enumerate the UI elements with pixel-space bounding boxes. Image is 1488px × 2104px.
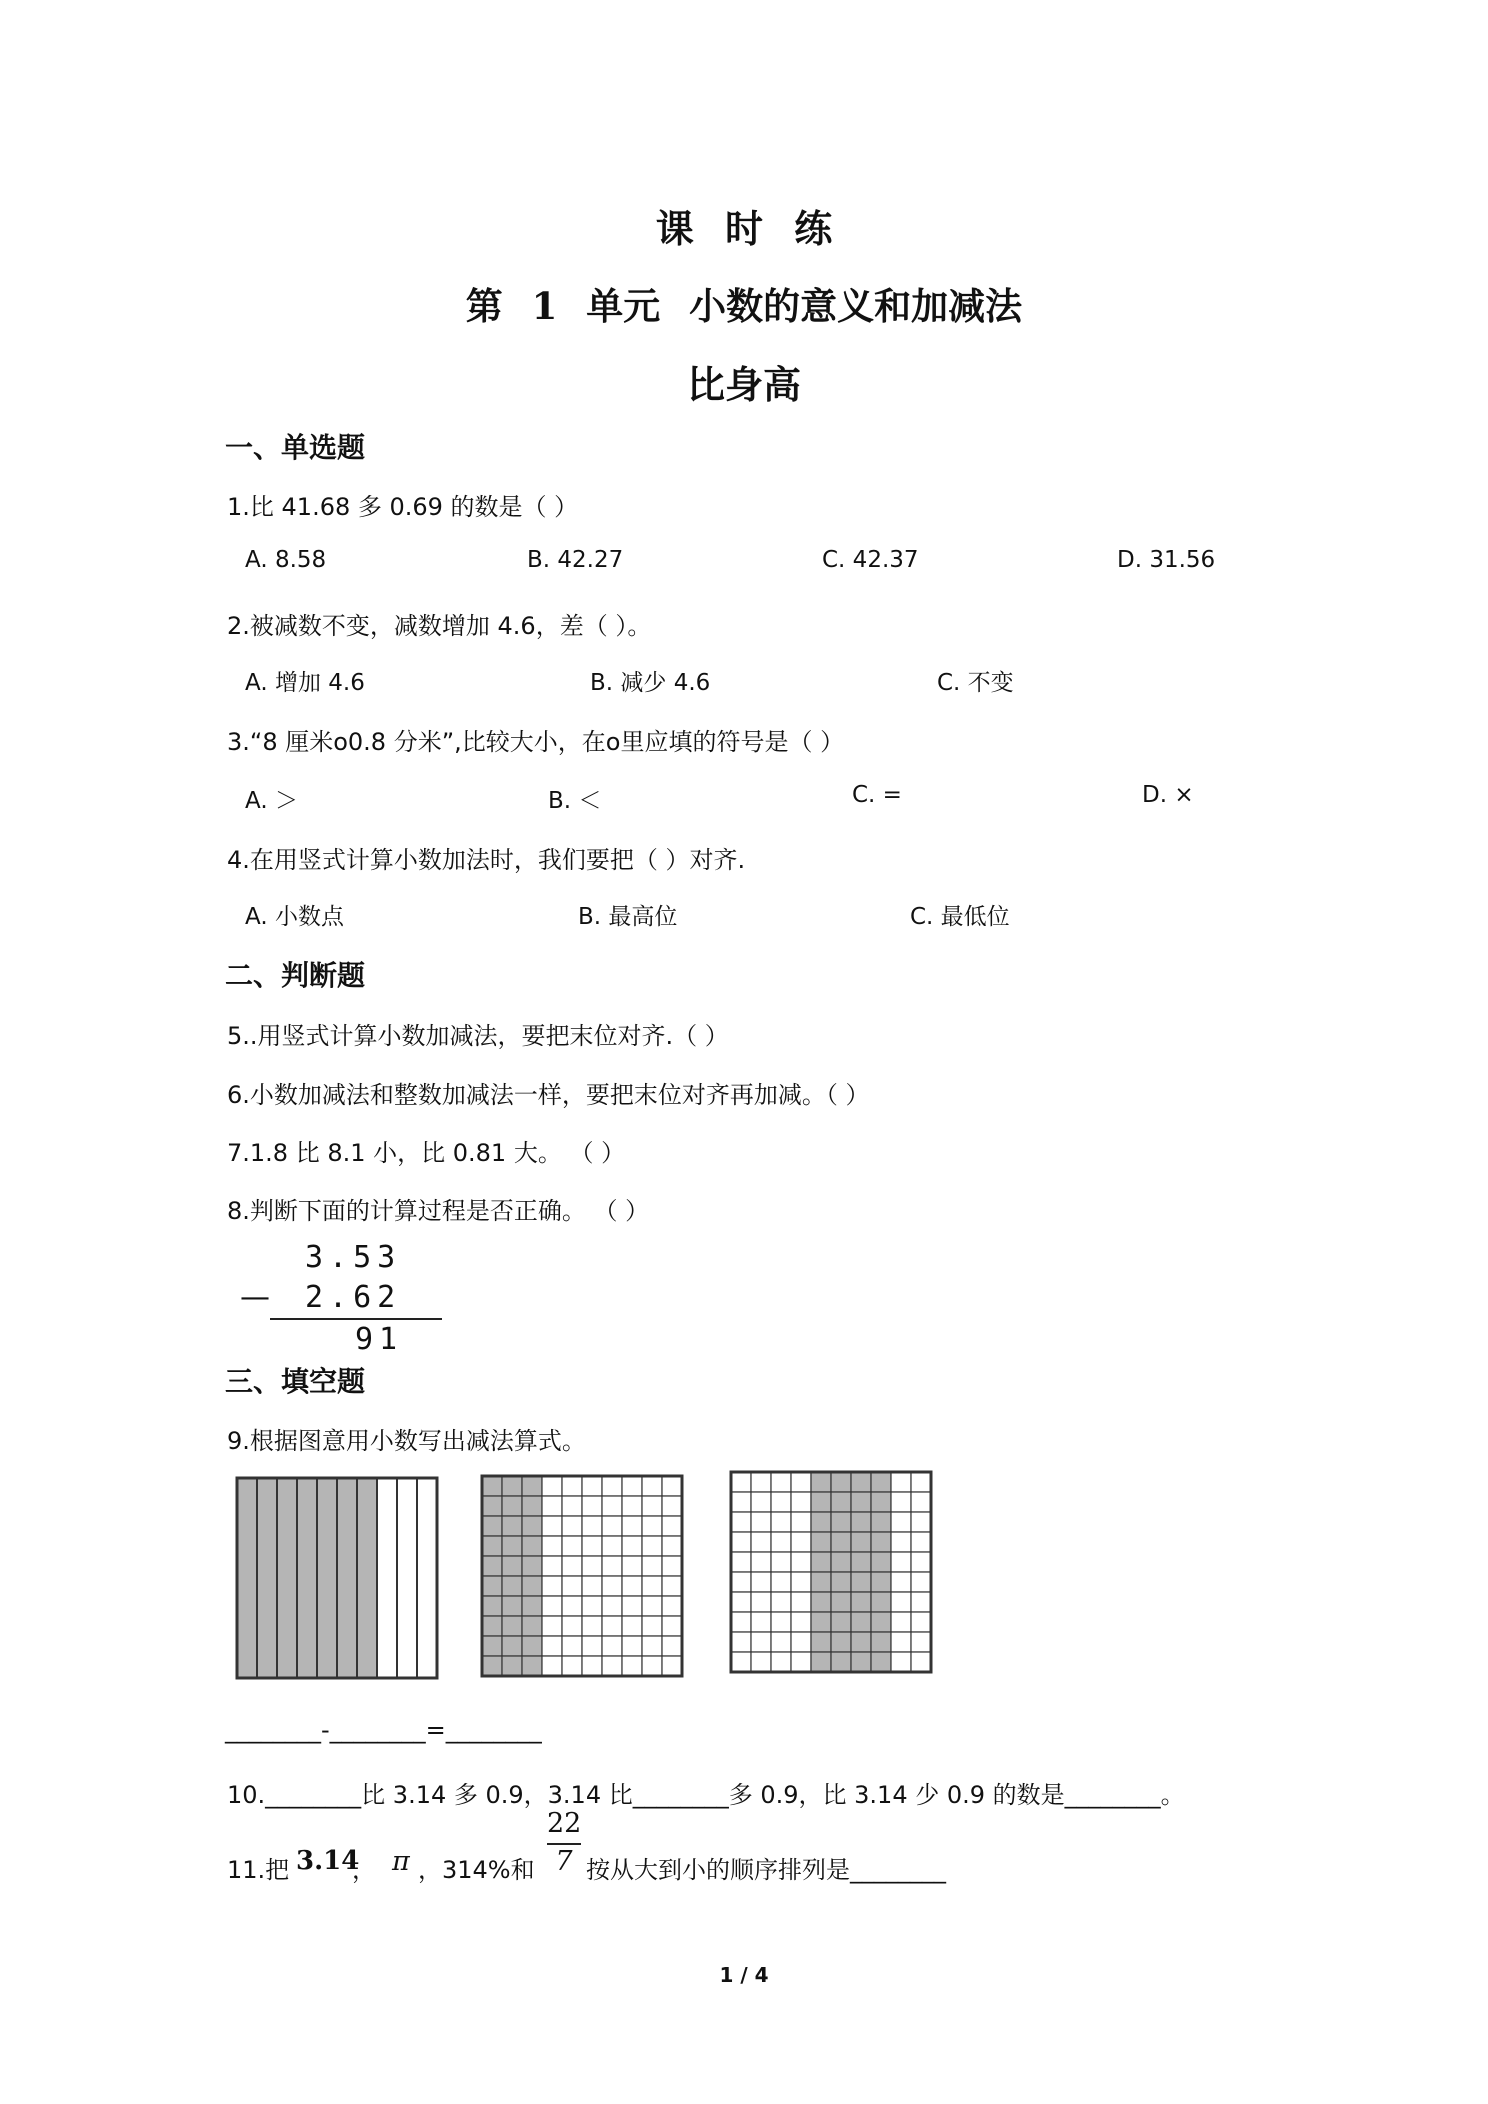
question-6: 6.小数加减法和整数加减法一样，要把末位对齐再加减。（ ） bbox=[227, 1081, 870, 1109]
grid-cell bbox=[642, 1536, 662, 1556]
grid-cell bbox=[771, 1552, 791, 1572]
grid-cell bbox=[662, 1496, 682, 1516]
grid-cell bbox=[582, 1616, 602, 1636]
grid-cell bbox=[522, 1496, 542, 1516]
grid-cell bbox=[642, 1636, 662, 1656]
strip-cell bbox=[237, 1478, 257, 1678]
strip-cell bbox=[257, 1478, 277, 1678]
grid-cell bbox=[911, 1592, 931, 1612]
grid-cell bbox=[771, 1472, 791, 1492]
grid-cell bbox=[791, 1612, 811, 1632]
grid-cell bbox=[562, 1616, 582, 1636]
q4-option-b: B. 最高位 bbox=[578, 904, 678, 930]
grid-cell bbox=[582, 1516, 602, 1536]
grid-cell bbox=[542, 1536, 562, 1556]
grid-cell bbox=[542, 1496, 562, 1516]
grid-cell bbox=[911, 1572, 931, 1592]
unit-title: 第 1 单元 小数的意义和加减法 bbox=[465, 284, 1023, 328]
grid-cell bbox=[502, 1616, 522, 1636]
grid-cell bbox=[911, 1632, 931, 1652]
calc-subtrahend: 2.62 bbox=[305, 1280, 402, 1315]
figure-hundredths-grid-1 bbox=[480, 1474, 684, 1678]
grid-cell bbox=[522, 1536, 542, 1556]
question-1: 1.比 41.68 多 0.69 的数是（ ） bbox=[227, 493, 579, 521]
grid-cell bbox=[791, 1532, 811, 1552]
grid-cell bbox=[911, 1652, 931, 1672]
grid-cell bbox=[602, 1636, 622, 1656]
grid-cell bbox=[831, 1572, 851, 1592]
grid-cell bbox=[891, 1552, 911, 1572]
grid-cell bbox=[502, 1536, 522, 1556]
grid-cell bbox=[542, 1556, 562, 1576]
grid-cell bbox=[911, 1492, 931, 1512]
grid-cell bbox=[771, 1492, 791, 1512]
grid-cell bbox=[831, 1632, 851, 1652]
question-3: 3.“8 厘米o0.8 分米”,比较大小，在o里应填的符号是（ ） bbox=[227, 728, 845, 756]
grid-cell bbox=[542, 1636, 562, 1656]
grid-cell bbox=[731, 1612, 751, 1632]
grid-cell bbox=[831, 1532, 851, 1552]
grid-cell bbox=[911, 1552, 931, 1572]
grid-cell bbox=[522, 1556, 542, 1576]
grid-cell bbox=[771, 1632, 791, 1652]
grid-cell bbox=[482, 1636, 502, 1656]
q11-sep-1: ， bbox=[352, 1856, 376, 1884]
grid-cell bbox=[851, 1512, 871, 1532]
q3-option-c: C. = bbox=[852, 782, 902, 808]
grid-cell bbox=[831, 1492, 851, 1512]
grid-cell bbox=[502, 1576, 522, 1596]
question-10: 10.________比 3.14 多 0.9，3.14 比________多 0.9，比 3.14 少 0.9 的数是________。 bbox=[227, 1781, 1185, 1809]
grid-cell bbox=[482, 1476, 502, 1496]
section-fill-blank: 三、填空题 bbox=[225, 1365, 366, 1398]
grid-cell bbox=[642, 1516, 662, 1536]
grid-cell bbox=[871, 1532, 891, 1552]
grid-cell bbox=[811, 1492, 831, 1512]
grid-cell bbox=[751, 1572, 771, 1592]
grid-cell bbox=[891, 1592, 911, 1612]
grid-cell bbox=[871, 1612, 891, 1632]
grid-cell bbox=[602, 1616, 622, 1636]
grid-cell bbox=[891, 1512, 911, 1532]
question-4: 4.在用竖式计算小数加法时，我们要把（ ）对齐. bbox=[227, 846, 746, 874]
grid-cell bbox=[582, 1556, 602, 1576]
grid-cell bbox=[851, 1632, 871, 1652]
q2-option-a: A. 增加 4.6 bbox=[245, 670, 365, 696]
grid-cell bbox=[871, 1492, 891, 1512]
grid-cell bbox=[891, 1652, 911, 1672]
grid-cell bbox=[602, 1516, 622, 1536]
grid-cell bbox=[502, 1556, 522, 1576]
grid-cell bbox=[582, 1636, 602, 1656]
grid-cell bbox=[731, 1472, 751, 1492]
section-single-choice: 一、单选题 bbox=[225, 431, 366, 464]
grid-cell bbox=[751, 1532, 771, 1552]
grid-cell bbox=[662, 1536, 682, 1556]
grid-cell bbox=[622, 1636, 642, 1656]
grid-cell bbox=[642, 1656, 662, 1676]
q11-number: 3.14 bbox=[296, 1846, 360, 1876]
grid-cell bbox=[771, 1612, 791, 1632]
grid-cell bbox=[871, 1552, 891, 1572]
question-9: 9.根据图意用小数写出减法算式。 bbox=[227, 1427, 586, 1455]
calc-minus-sign: — bbox=[240, 1280, 270, 1315]
grid-cell bbox=[622, 1496, 642, 1516]
figure-tenths-strip bbox=[235, 1476, 439, 1680]
grid-cell bbox=[851, 1572, 871, 1592]
grid-cell bbox=[482, 1536, 502, 1556]
grid-cell bbox=[622, 1556, 642, 1576]
grid-cell bbox=[751, 1512, 771, 1532]
grid-cell bbox=[791, 1492, 811, 1512]
grid-cell bbox=[771, 1532, 791, 1552]
grid-cell bbox=[602, 1656, 622, 1676]
page-title: 课 时 练 bbox=[655, 206, 833, 251]
grid-cell bbox=[791, 1632, 811, 1652]
grid-cell bbox=[482, 1556, 502, 1576]
grid-cell bbox=[751, 1652, 771, 1672]
grid-cell bbox=[731, 1632, 751, 1652]
grid-cell bbox=[622, 1576, 642, 1596]
grid-cell bbox=[642, 1596, 662, 1616]
grid-cell bbox=[831, 1512, 851, 1532]
grid-cell bbox=[542, 1596, 562, 1616]
grid-cell bbox=[542, 1516, 562, 1536]
grid-cell bbox=[602, 1596, 622, 1616]
grid-cell bbox=[731, 1572, 751, 1592]
grid-cell bbox=[642, 1616, 662, 1636]
grid-cell bbox=[791, 1512, 811, 1532]
grid-cell bbox=[871, 1512, 891, 1532]
grid-cell bbox=[502, 1596, 522, 1616]
q3-option-a: A. ＞ bbox=[245, 788, 298, 814]
grid-cell bbox=[662, 1476, 682, 1496]
grid-cell bbox=[911, 1612, 931, 1632]
grid-cell bbox=[582, 1576, 602, 1596]
q2-option-b: B. 减少 4.6 bbox=[590, 670, 711, 696]
grid-cell bbox=[562, 1496, 582, 1516]
grid-cell bbox=[562, 1636, 582, 1656]
grid-cell bbox=[582, 1596, 602, 1616]
grid-cell bbox=[602, 1576, 622, 1596]
q2-option-c: C. 不变 bbox=[937, 670, 1014, 696]
grid-cell bbox=[582, 1496, 602, 1516]
q11-pi: π bbox=[392, 1846, 410, 1877]
grid-cell bbox=[751, 1632, 771, 1652]
q11-fraction-bar bbox=[547, 1843, 581, 1845]
grid-cell bbox=[482, 1616, 502, 1636]
grid-cell bbox=[791, 1652, 811, 1672]
grid-cell bbox=[731, 1552, 751, 1572]
grid-cell bbox=[891, 1472, 911, 1492]
grid-cell bbox=[522, 1516, 542, 1536]
grid-cell bbox=[831, 1612, 851, 1632]
grid-cell bbox=[602, 1536, 622, 1556]
grid-cell bbox=[562, 1536, 582, 1556]
grid-cell bbox=[851, 1472, 871, 1492]
grid-cell bbox=[502, 1636, 522, 1656]
grid-cell bbox=[562, 1656, 582, 1676]
grid-cell bbox=[642, 1476, 662, 1496]
q1-option-b: B. 42.27 bbox=[527, 547, 624, 573]
grid-cell bbox=[502, 1476, 522, 1496]
grid-cell bbox=[831, 1552, 851, 1572]
grid-cell bbox=[522, 1476, 542, 1496]
grid-cell bbox=[851, 1652, 871, 1672]
grid-cell bbox=[622, 1516, 642, 1536]
grid-cell bbox=[522, 1616, 542, 1636]
grid-cell bbox=[811, 1592, 831, 1612]
question-7: 7.1.8 比 8.1 小，比 0.81 大。 （ ） bbox=[227, 1139, 626, 1167]
grid-cell bbox=[731, 1492, 751, 1512]
grid-cell bbox=[522, 1596, 542, 1616]
grid-cell bbox=[871, 1632, 891, 1652]
grid-cell bbox=[811, 1532, 831, 1552]
grid-cell bbox=[562, 1556, 582, 1576]
grid-cell bbox=[602, 1556, 622, 1576]
grid-cell bbox=[542, 1616, 562, 1636]
grid-cell bbox=[642, 1556, 662, 1576]
grid-cell bbox=[482, 1596, 502, 1616]
grid-cell bbox=[731, 1652, 751, 1672]
grid-cell bbox=[602, 1496, 622, 1516]
grid-cell bbox=[502, 1656, 522, 1676]
grid-cell bbox=[582, 1476, 602, 1496]
grid-cell bbox=[751, 1492, 771, 1512]
grid-cell bbox=[562, 1516, 582, 1536]
question-11-suffix: 按从大到小的顺序排列是________ bbox=[586, 1856, 946, 1884]
grid-cell bbox=[771, 1572, 791, 1592]
grid-cell bbox=[851, 1492, 871, 1512]
grid-cell bbox=[662, 1596, 682, 1616]
question-2: 2.被减数不变，减数增加 4.6，差（ ）。 bbox=[227, 612, 652, 640]
grid-cell bbox=[811, 1632, 831, 1652]
grid-cell bbox=[562, 1596, 582, 1616]
grid-cell bbox=[731, 1592, 751, 1612]
q4-option-c: C. 最低位 bbox=[910, 904, 1010, 930]
grid-cell bbox=[642, 1576, 662, 1596]
calc-result: 91 bbox=[355, 1322, 404, 1357]
grid-cell bbox=[751, 1612, 771, 1632]
grid-cell bbox=[482, 1496, 502, 1516]
strip-cell bbox=[357, 1478, 377, 1678]
grid-cell bbox=[482, 1576, 502, 1596]
grid-cell bbox=[622, 1616, 642, 1636]
grid-cell bbox=[891, 1632, 911, 1652]
question-9-answer-blanks: ________-________=________ bbox=[225, 1716, 542, 1744]
grid-cell bbox=[622, 1476, 642, 1496]
grid-cell bbox=[851, 1532, 871, 1552]
grid-cell bbox=[811, 1512, 831, 1532]
grid-cell bbox=[811, 1612, 831, 1632]
grid-cell bbox=[662, 1516, 682, 1536]
grid-cell bbox=[662, 1556, 682, 1576]
q1-option-d: D. 31.56 bbox=[1117, 547, 1216, 573]
grid-cell bbox=[791, 1472, 811, 1492]
q3-option-b: B. ＜ bbox=[548, 788, 602, 814]
grid-cell bbox=[891, 1572, 911, 1592]
grid-cell bbox=[791, 1592, 811, 1612]
grid-cell bbox=[771, 1652, 791, 1672]
question-5: 5..用竖式计算小数加减法，要把末位对齐.（ ） bbox=[227, 1022, 729, 1050]
grid-cell bbox=[751, 1592, 771, 1612]
grid-cell bbox=[791, 1552, 811, 1572]
q1-option-c: C. 42.37 bbox=[822, 547, 919, 573]
grid-cell bbox=[851, 1592, 871, 1612]
q1-option-a: A. 8.58 bbox=[245, 547, 327, 573]
grid-cell bbox=[522, 1656, 542, 1676]
grid-cell bbox=[731, 1512, 751, 1532]
grid-cell bbox=[622, 1536, 642, 1556]
section-true-false: 二、判断题 bbox=[225, 959, 366, 992]
grid-cell bbox=[871, 1652, 891, 1672]
grid-cell bbox=[811, 1652, 831, 1672]
grid-cell bbox=[851, 1612, 871, 1632]
grid-cell bbox=[831, 1472, 851, 1492]
grid-cell bbox=[582, 1656, 602, 1676]
grid-cell bbox=[562, 1476, 582, 1496]
strip-cell bbox=[297, 1478, 317, 1678]
strip-cell bbox=[277, 1478, 297, 1678]
grid-cell bbox=[751, 1552, 771, 1572]
grid-cell bbox=[502, 1516, 522, 1536]
calc-minuend: 3.53 bbox=[305, 1240, 402, 1275]
page-number: 1 / 4 bbox=[719, 1963, 769, 1987]
grid-cell bbox=[622, 1656, 642, 1676]
grid-cell bbox=[771, 1512, 791, 1532]
strip-cell bbox=[377, 1478, 397, 1678]
grid-cell bbox=[891, 1492, 911, 1512]
grid-cell bbox=[562, 1576, 582, 1596]
grid-cell bbox=[891, 1612, 911, 1632]
grid-cell bbox=[811, 1472, 831, 1492]
grid-cell bbox=[871, 1472, 891, 1492]
grid-cell bbox=[542, 1656, 562, 1676]
grid-cell bbox=[522, 1576, 542, 1596]
grid-cell bbox=[871, 1572, 891, 1592]
calc-underline bbox=[270, 1318, 442, 1320]
grid-cell bbox=[831, 1652, 851, 1672]
grid-cell bbox=[522, 1636, 542, 1656]
grid-cell bbox=[911, 1472, 931, 1492]
grid-cell bbox=[731, 1532, 751, 1552]
strip-cell bbox=[417, 1478, 437, 1678]
q11-fraction-denominator: 7 bbox=[555, 1846, 573, 1877]
grid-cell bbox=[502, 1496, 522, 1516]
grid-cell bbox=[542, 1576, 562, 1596]
grid-cell bbox=[662, 1636, 682, 1656]
grid-cell bbox=[662, 1576, 682, 1596]
question-8: 8.判断下面的计算过程是否正确。 （ ） bbox=[227, 1197, 650, 1225]
grid-cell bbox=[482, 1516, 502, 1536]
question-11-prefix: 11.把 bbox=[227, 1856, 290, 1884]
q3-option-d: D. × bbox=[1142, 782, 1194, 808]
grid-cell bbox=[791, 1572, 811, 1592]
grid-cell bbox=[582, 1536, 602, 1556]
grid-cell bbox=[642, 1496, 662, 1516]
grid-cell bbox=[482, 1656, 502, 1676]
figure-hundredths-grid-2 bbox=[729, 1470, 933, 1674]
grid-cell bbox=[911, 1512, 931, 1532]
grid-cell bbox=[751, 1472, 771, 1492]
grid-cell bbox=[831, 1592, 851, 1612]
strip-cell bbox=[337, 1478, 357, 1678]
grid-cell bbox=[911, 1532, 931, 1552]
strip-cell bbox=[397, 1478, 417, 1678]
grid-cell bbox=[891, 1532, 911, 1552]
q11-fraction-numerator: 22 bbox=[547, 1808, 582, 1839]
grid-cell bbox=[771, 1592, 791, 1612]
lesson-title: 比身高 bbox=[686, 362, 801, 407]
grid-cell bbox=[871, 1592, 891, 1612]
grid-cell bbox=[622, 1596, 642, 1616]
grid-cell bbox=[811, 1552, 831, 1572]
q11-sep-2: ，314%和 bbox=[418, 1856, 535, 1884]
grid-cell bbox=[662, 1616, 682, 1636]
grid-cell bbox=[851, 1552, 871, 1572]
grid-cell bbox=[662, 1656, 682, 1676]
grid-cell bbox=[811, 1572, 831, 1592]
strip-cell bbox=[317, 1478, 337, 1678]
grid-cell bbox=[602, 1476, 622, 1496]
grid-cell bbox=[542, 1476, 562, 1496]
q4-option-a: A. 小数点 bbox=[245, 904, 344, 930]
